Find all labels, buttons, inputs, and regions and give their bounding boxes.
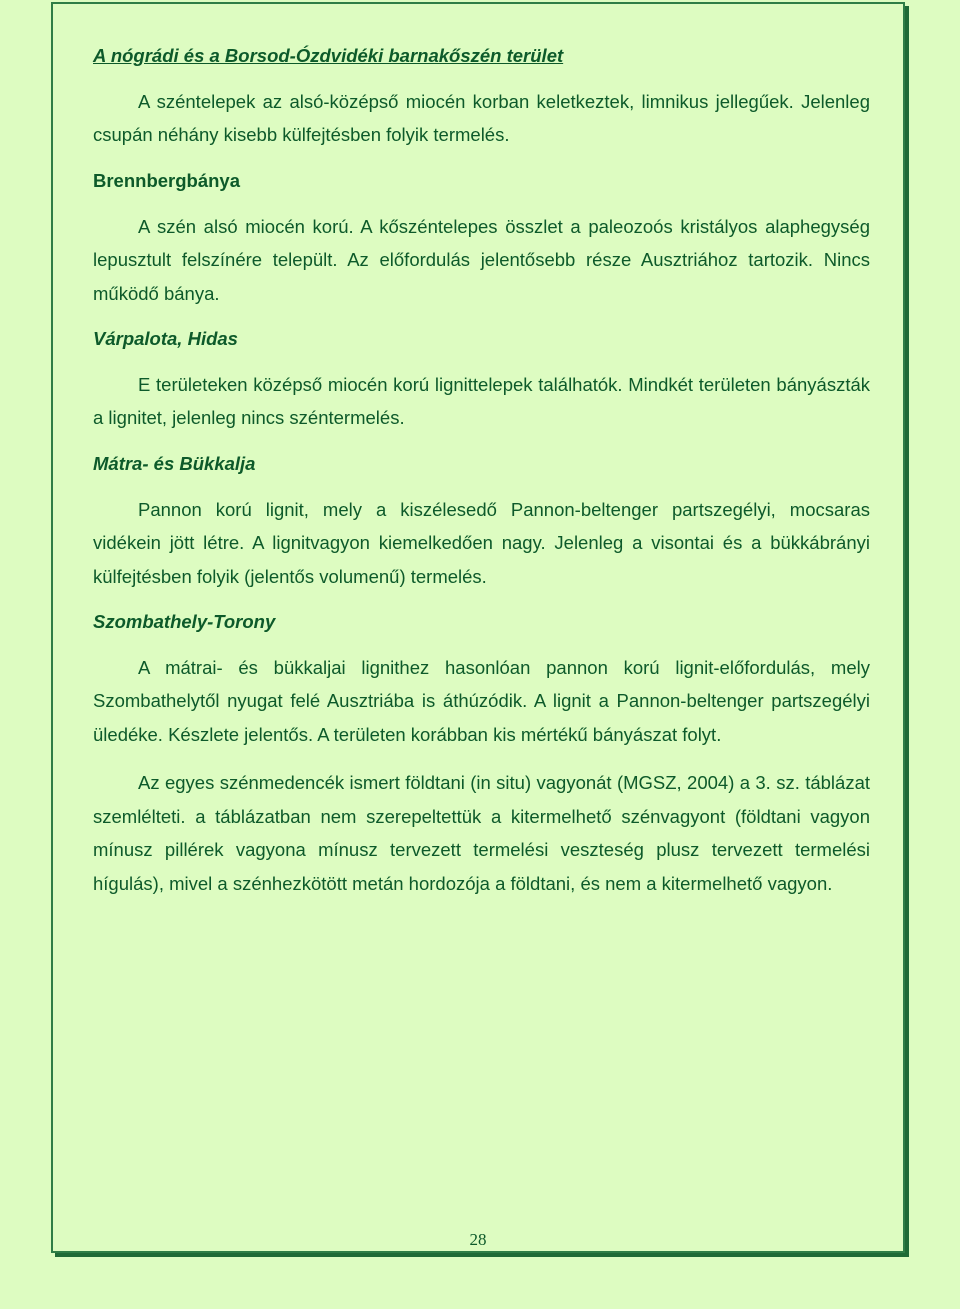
section-heading-szombathely: Szombathely-Torony [93, 611, 276, 633]
section-heading-matra: Mátra- és Bükkalja [93, 452, 256, 474]
paragraph-matra: Pannon korú lignit, mely a kiszélesedő Pannon-beltenger partszegélyi, mocsaras vidékein jött létre. A lignitvagyon kiemelkedően nagy. Jelenleg a visontai és a bükkábrányi külfejtésben folyik (jelentős volumenű) termelés. [93, 498, 870, 587]
section-heading-nograd: A nógrádi és a Borsod-Ózdvidéki barnakőszén terület [93, 45, 564, 66]
paragraph-brennbergbanya: A szén alsó miocén korú. A kőszéntelepes összlet a paleozoós kristályos alaphegység lepusztult felszínére települt. Az előfordulás jelentősebb része Ausztriához tartozik. Nincs működő bánya. [93, 215, 870, 304]
paragraph-varpalota: E területeken középső miocén korú lignittelepek találhatók. Mindkét területen bányászták a lignitet, jelenleg nincs széntermelés. [93, 374, 870, 429]
section-heading-brennbergbanya: Brennbergbánya [93, 169, 241, 191]
section-heading-varpalota: Várpalota, Hidas [93, 328, 238, 350]
page-frame [51, 2, 905, 1253]
page-number: 28 [469, 1230, 487, 1249]
paragraph-szombathely: A mátrai- és bükkaljai lignithez hasonlóan pannon korú lignit-előfordulás, mely Szombathelytől nyugat felé Ausztriába is áthúzódik. A lignit a Pannon-beltenger partszegélyi üledéke. Készlete jelentős. A területen korábban kis mértékű bányászat folyt. [93, 657, 870, 745]
paragraph-nograd: A széntelepek az alsó-középső miocén korban keletkeztek, limnikus jellegűek. Jelenleg csupán néhány kisebb külfejtésben folyik termelés. [93, 91, 870, 146]
paragraph-szenmedencek: Az egyes szénmedencék ismert földtani (in situ) vagyonát (MGSZ, 2004) a 3. sz. táblázat szemlélteti. a táblázatban nem szerepeltettük a kitermelhető szénvagyont (földtani vagyon mínusz pillérek vagyona mínusz tervezett termelési veszteség plusz tervezett termelési hígulás), mivel a szénhezkötött metán hordozója a földtani, és nem a kitermelhető vagyon. [93, 772, 870, 894]
document-body [93, 42, 870, 915]
